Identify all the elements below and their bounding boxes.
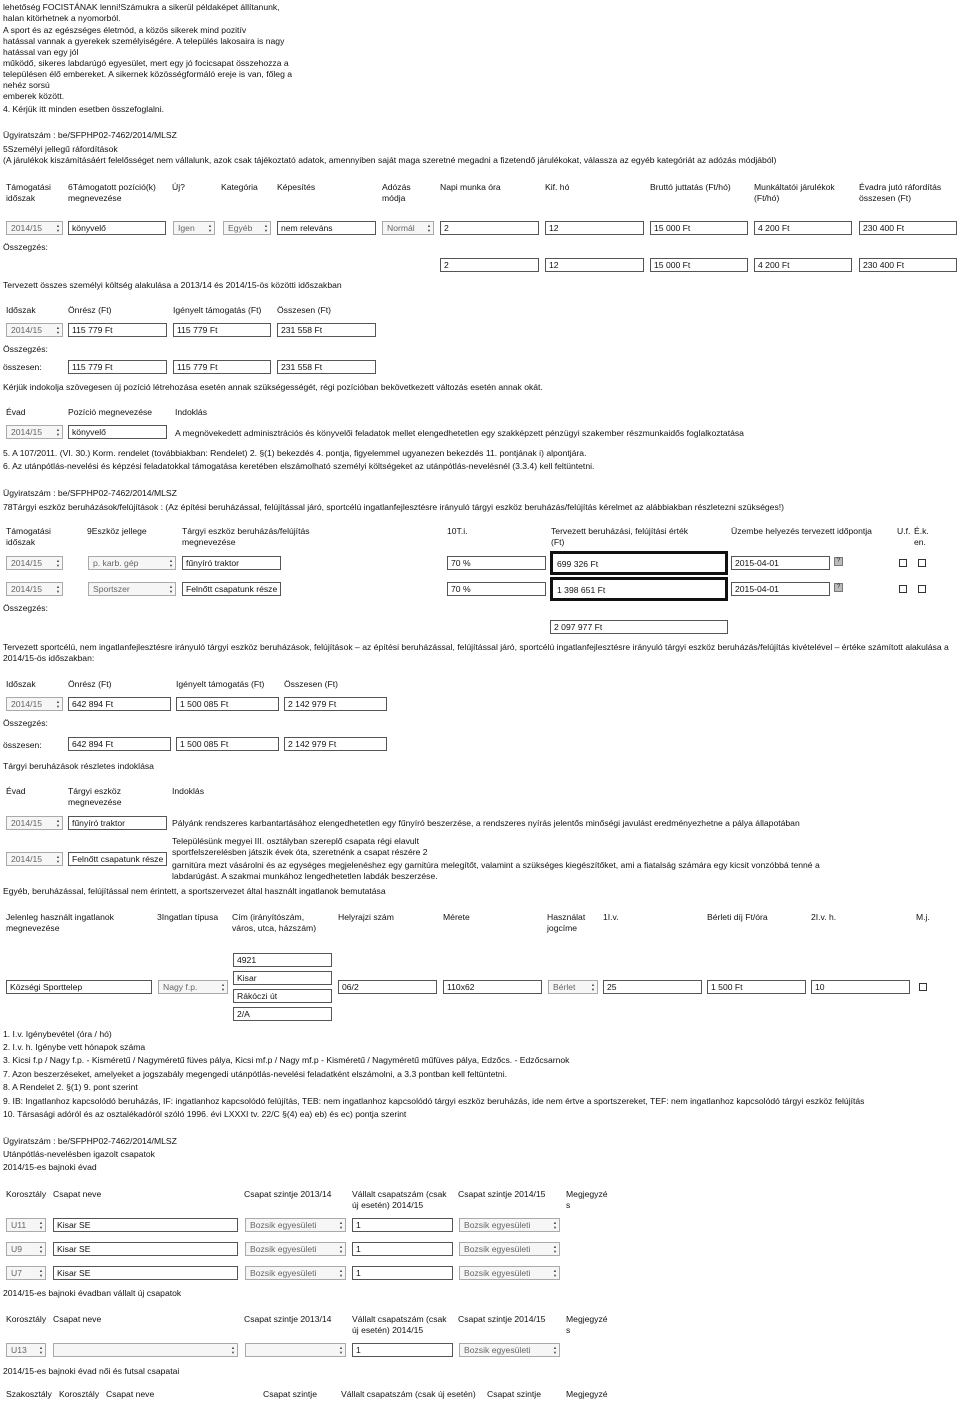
- col-header: Pozíció megnevezése: [68, 407, 153, 417]
- total-label: összesen:: [3, 362, 42, 372]
- city-input[interactable]: Kisar: [233, 971, 332, 985]
- grand-total: 231 558 Ft: [277, 360, 376, 374]
- col-header: Csapat neve: [53, 1189, 102, 1199]
- grand-total: 2 142 979 Ft: [284, 737, 387, 751]
- col-header: Csapat szintje: [263, 1389, 317, 1399]
- own-total: 642 894 Ft: [68, 737, 171, 751]
- women-teams-title: 2014/15-es bajnoki évad női és futsal csapatai: [3, 1366, 180, 1376]
- col-header: Bérleti díj Ft/óra: [707, 912, 768, 922]
- team-input[interactable]: Kisar SE: [53, 1266, 238, 1280]
- col-header: 3Ingatlan típusa: [157, 912, 219, 922]
- col-header: Megjegyzé s: [566, 1189, 608, 1210]
- col-header: Cím (irányítószám, város, utca, házszám): [232, 912, 317, 933]
- col-header: Csapat szintje 2013/14: [244, 1314, 332, 1324]
- footnote: 10. Társasági adóról és az osztalékadóról szóló 1996. évi LXXXI tv. 22/C §(4) ea) eb) és ec) pontja szerint: [3, 1109, 407, 1119]
- season-title: 2014/15-es bajnoki évad: [3, 1162, 97, 1172]
- col-header: U.f.: [897, 526, 911, 536]
- col-header: Üzembe helyezés tervezett időpontja: [731, 526, 872, 536]
- col-header: Csapat szintje 2014/15: [458, 1189, 546, 1199]
- section-title: 5Személyi jellegű ráfordítások: [3, 144, 118, 154]
- col-header: Vállalt csapatszám (csak új esetén) 2014/15: [352, 1189, 447, 1210]
- period-select[interactable]: 2014/15 ▲ ▼: [6, 221, 63, 235]
- facility-name-input[interactable]: Községi Sporttelep: [6, 980, 152, 994]
- footnote: 3. Kicsi f.p / Nagy f.p. - Kisméretű / Nagyméretű füves pálya, Kicsi mf.p / Nagy mf.p - Kisméretű / Nagyméretű műfüves pálya, Edzőcs. - Edzőcsarnok: [3, 1055, 570, 1065]
- asset-name-input[interactable]: fűnyíró traktor: [68, 816, 167, 830]
- age-select[interactable]: U11 ▲ ▼: [6, 1218, 46, 1232]
- col-header: Mérete: [443, 912, 470, 922]
- col-header: Támogatási időszak: [6, 526, 51, 547]
- section-title: Utánpótlás-nevelésben igazolt csapatok: [3, 1149, 155, 1159]
- planned-title: Tervezett sportcélú, nem ingatlanfejlesztésre irányuló tárgyi eszköz beruházások, felújítások – az építési beruházással, felújítással járó, sportcélú ingatlanfejlesztésre irányuló tárgyi eszköz beruházás/felújítás kivételével – értéke számított alakulása a 2014/15-ös időszakban:: [3, 642, 949, 663]
- own-input[interactable]: 642 894 Ft: [68, 697, 171, 711]
- zip-input[interactable]: 4921: [233, 953, 332, 967]
- reason-text: A megnövekedett adminisztrációs és könyvelői feladatok mellet elengedhetetlen egy szakképzett pénzügyi szakember részmunkaidős foglalkoztatása: [175, 428, 744, 438]
- case-number: Ügyiratszám : be/SFPHP02-7462/2014/MLSZ: [3, 488, 177, 498]
- level-select[interactable]: Bozsik egyesületi ▲ ▼: [245, 1218, 346, 1232]
- period-select[interactable]: 2014/15 ▲ ▼: [6, 323, 63, 337]
- section-title: 78Tárgyi eszköz beruházások/felújítások : (Az építési beruházással, felújítással járó, sportcélú ingatlanfejlesztésre irányuló tárgyi eszköz beruházás/felújítás kérelmet az alábbiakban részletezni szükséges!): [3, 502, 784, 512]
- section-note: (A járulékok kiszámításáért felelősséget nem vállalunk, azok csak tájékoztató adatok, amennyiben saját maga szeretné megadni a fizetendő járulékokat, válassza az egyéb kategóriát az adózás módjából): [3, 155, 777, 165]
- footnote: 9. IB: Ingatlanhoz kapcsolódó beruházás, IF: ingatlanhoz kapcsolódó felújítás, TEB: nem ingatlanhoz kapcsolódó tárgyi eszköz beruházás, ide nem értve a sportszereket, TEF: nem ingatlanhoz kapcsolódó tárgyi eszköz felújítás: [3, 1096, 865, 1106]
- team-select[interactable]: [53, 1343, 238, 1357]
- period-select[interactable]: 2014/15 ▲ ▼: [6, 582, 63, 596]
- intro-line: hatással van egy jól: [3, 47, 79, 57]
- intro-line: halan kitörhetnek a nyomorból.: [3, 13, 121, 23]
- col-header: 9Eszköz jellege: [87, 526, 147, 536]
- col-header: Igényelt támogatás (Ft): [176, 679, 265, 689]
- tax-select[interactable]: Normál ▲ ▼: [382, 221, 434, 235]
- col-header: Helyrajzi szám: [338, 912, 394, 922]
- col-header: Igényelt támogatás (Ft): [173, 305, 262, 315]
- footnote: 2. I.v. h. Igénybe vett hónapok száma: [3, 1042, 146, 1052]
- number-input[interactable]: 2/A: [233, 1007, 332, 1021]
- reason-line: Településünk megyei III. osztályban szereplő csapata régi elavult: [172, 836, 419, 846]
- mj-checkbox[interactable]: [919, 983, 927, 991]
- intro-line: településen élő embereket. A sikernek közösségformáló ereje is van, főleg a: [3, 69, 293, 79]
- summary-label: Összegzés:: [3, 242, 48, 252]
- col-header: Kategória: [221, 182, 258, 192]
- season-select[interactable]: 2014/15 ▲ ▼: [6, 852, 63, 866]
- col-header: Csapat szintje 2013/14: [244, 1189, 332, 1199]
- col-header: Összesen (Ft): [277, 305, 331, 315]
- col-header: Adózás módja: [382, 182, 411, 203]
- col-header: Képesítés: [277, 182, 316, 192]
- footnote: 7. Azon beszerzéseket, amelyeket a jogszabály megengedi utánpótlás-nevelési feladatként elszámolni, a 3.3 pontban kell feltüntetni.: [3, 1069, 508, 1079]
- commit-input[interactable]: 1: [352, 1266, 453, 1280]
- col-header: Időszak: [6, 305, 36, 315]
- col-header: Kif. hó: [545, 182, 570, 192]
- age-select[interactable]: U9 ▲ ▼: [6, 1242, 46, 1256]
- name-input[interactable]: Felnőtt csapatunk része: [182, 582, 281, 596]
- help-icon[interactable]: ?: [834, 583, 843, 592]
- planned-input[interactable]: 699 326 Ft: [550, 551, 728, 575]
- col-header: Megjegyzé: [566, 1389, 608, 1399]
- asset-name-input[interactable]: Felnőtt csapatunk része: [68, 852, 167, 866]
- iv-input[interactable]: 25: [603, 980, 702, 994]
- col-header: Korosztály: [6, 1314, 47, 1324]
- tti-input[interactable]: 70 %: [447, 556, 546, 570]
- hours-input[interactable]: 2: [440, 221, 539, 235]
- total-label: összesen:: [3, 740, 42, 750]
- col-header: Vállalt csapatszám (csak új esetén): [341, 1389, 476, 1399]
- team-input[interactable]: Kisar SE: [53, 1218, 238, 1232]
- qualification-input[interactable]: nem releváns: [277, 221, 376, 235]
- reason-line: sportfelszerelésben játszik évek óta, szeretnénk a csapat részére 2: [172, 847, 428, 857]
- intro-line: lehetőség FOCISTÁNAK lenni!Számukra a sikerül példaképet állítanunk,: [3, 2, 280, 12]
- col-header: Támogatási időszak: [6, 182, 51, 203]
- season-select[interactable]: 2014/15 ▲ ▼: [6, 816, 63, 830]
- own-total: 115 779 Ft: [68, 360, 167, 374]
- col-header: Időszak: [6, 679, 36, 689]
- new-select[interactable]: Igen ▲ ▼: [173, 221, 215, 235]
- months-input[interactable]: 12: [545, 221, 644, 235]
- facility-type-select[interactable]: Nagy f.p. ▲ ▼: [158, 980, 228, 994]
- team-input[interactable]: Kisar SE: [53, 1242, 238, 1256]
- gross-input[interactable]: 15 000 Ft: [650, 221, 748, 235]
- case-number: Ügyiratszám : be/SFPHP02-7462/2014/MLSZ: [3, 130, 177, 140]
- footnote: 5. A 107/2011. (VI. 30.) Korm. rendelet (továbbiakban: Rendelet) 2. §(1) bekezdés 4. pontja, figyelemmel ugyanezen bekezdés 11. pontjának i) alpontjára.: [3, 448, 587, 458]
- planned-title: Tervezett összes személyi költség alakulása a 2013/14 és 2014/15-ös közötti időszakban: [3, 280, 342, 290]
- col-header: Megjegyzé s: [566, 1314, 608, 1335]
- requested-input[interactable]: 1 500 085 Ft: [176, 697, 279, 711]
- reason-line: garnitúra mezt vásárolni és az egységes megjelenéshez egy garnitúra melegítőt, valamint a szükséges kiegészítőket, ami a fiatalság számára egy kicsit vonzóbbá tenné a: [172, 860, 820, 870]
- col-header: Csapat szintje: [487, 1389, 541, 1399]
- intro-line: A sport és az egészséges életmód, a közös sikerek mind pozitív: [3, 25, 247, 35]
- col-header: Munkáltatói járulékok (Ft/hó): [754, 182, 835, 203]
- col-header: Évad: [6, 786, 26, 796]
- intro-line: nehéz sorsú: [3, 80, 50, 90]
- col-header: Indoklás: [175, 407, 208, 417]
- level-select[interactable]: [245, 1343, 346, 1357]
- col-header: Önrész (Ft): [68, 305, 112, 315]
- col-header: Csapat neve: [106, 1389, 155, 1399]
- justify-prompt: Kérjük indokolja szövegesen új pozíció létrehozása esetén annak szükségességét, régi pozícióban bekövetkezett változás esetén annak okát.: [3, 382, 543, 392]
- col-header: Összesen (Ft): [284, 679, 338, 689]
- name-input[interactable]: fűnyíró traktor: [182, 556, 281, 570]
- intro-line: emberek között.: [3, 91, 65, 101]
- ivh-input[interactable]: 10: [811, 980, 910, 994]
- date-input[interactable]: 2015-04-01: [731, 556, 830, 570]
- commit-input[interactable]: 1: [352, 1218, 453, 1232]
- col-header: Napi munka óra: [440, 182, 501, 192]
- age-select[interactable]: U7 ▲ ▼: [6, 1266, 46, 1280]
- col-header: Évadra jutó ráfordítás összesen (Ft): [859, 182, 942, 203]
- details-title: Tárgyi beruházások részletes indoklása: [3, 761, 154, 771]
- total-input[interactable]: 231 558 Ft: [277, 323, 376, 337]
- age-select[interactable]: U13 ▲ ▼: [6, 1343, 46, 1357]
- usage-select[interactable]: Bérlet ▲ ▼: [548, 980, 598, 994]
- total-input[interactable]: 2 142 979 Ft: [284, 697, 387, 711]
- planned-input[interactable]: 1 398 651 Ft: [550, 577, 728, 601]
- col-header: Szakosztály: [6, 1389, 52, 1399]
- col-header: Tervezett beruházási, felújítási érték (Ft): [551, 526, 689, 547]
- level-select[interactable]: Bozsik egyesületi ▲ ▼: [459, 1218, 560, 1232]
- category-select[interactable]: Egyéb ▲ ▼: [223, 221, 271, 235]
- position-input[interactable]: könyvelő: [68, 221, 166, 235]
- col-header: 10T.i.: [447, 526, 468, 536]
- type-select[interactable]: p. karb. gép ▲ ▼: [88, 556, 176, 570]
- col-header: Csapat neve: [53, 1314, 102, 1324]
- col-header: Korosztály: [59, 1389, 100, 1399]
- planned-total: 2 097 977 Ft: [550, 620, 728, 634]
- facilities-title: Egyéb, beruházással, felújítással nem érintett, a sportszervezet által használt ingatlanok bemutatása: [3, 886, 386, 896]
- commit-input[interactable]: 1: [352, 1242, 453, 1256]
- commit-input[interactable]: 1: [352, 1343, 453, 1357]
- rent-input[interactable]: 1 500 Ft: [707, 980, 806, 994]
- ek-checkbox[interactable]: [918, 585, 926, 593]
- requested-total: 1 500 085 Ft: [176, 737, 279, 751]
- level-select[interactable]: Bozsik egyesületi ▲ ▼: [459, 1266, 560, 1280]
- col-header: Évad: [6, 407, 26, 417]
- street-input[interactable]: Rákóczi út: [233, 989, 332, 1003]
- footnote: 1. I.v. Igénybevétel (óra / hó): [3, 1029, 112, 1039]
- reason-line: labdarúgást. A szakmai munkához lengedhetetlen labdák beszerzése.: [172, 871, 438, 881]
- level-select[interactable]: Bozsik egyesületi ▲ ▼: [459, 1343, 560, 1357]
- col-header: M.j.: [916, 912, 930, 922]
- position-input[interactable]: könyvelő: [68, 425, 167, 439]
- summary-label: Összegzés:: [3, 718, 48, 728]
- requested-total: 115 779 Ft: [173, 360, 271, 374]
- gross-total: 15 000 Ft: [650, 258, 748, 272]
- tti-input[interactable]: 70 %: [447, 582, 546, 596]
- col-header: 2I.v. h.: [811, 912, 837, 922]
- col-header: É.k. en.: [914, 526, 929, 547]
- hours-total: 2: [440, 258, 539, 272]
- period-select[interactable]: 2014/15 ▲ ▼: [6, 556, 63, 570]
- col-header: Bruttó juttatás (Ft/hó): [650, 182, 731, 192]
- new-teams-title: 2014/15-es bajnoki évadban vállalt új csapatok: [3, 1288, 182, 1298]
- type-select[interactable]: Sportszer ▲ ▼: [88, 582, 176, 596]
- col-header: 1I.v.: [603, 912, 619, 922]
- summary-label: Összegzés:: [3, 603, 48, 613]
- own-input[interactable]: 115 779 Ft: [68, 323, 167, 337]
- col-header: Indoklás: [172, 786, 205, 796]
- level-select[interactable]: Bozsik egyesületi ▲ ▼: [245, 1242, 346, 1256]
- size-input[interactable]: 110x62: [443, 980, 542, 994]
- reason-text: Pályánk rendszeres karbantartásához elengedhetetlen egy fűnyíró beszerzése, a rendszeres nyírás jelentős minőségi javulást eredményezhetne a pálya állapotában: [172, 818, 800, 828]
- period-select[interactable]: 2014/15 ▲ ▼: [6, 697, 63, 711]
- footnote: 6. Az utánpótlás-nevelési és képzési feladatokkal támogatása keretében elszámolható személyi költségeket az utánpótlás-nevelésnél (3.3.4) kell feltüntetni.: [3, 461, 595, 471]
- season-select[interactable]: 2014/15 ▲ ▼: [6, 425, 63, 439]
- help-icon[interactable]: ?: [834, 557, 843, 566]
- employer-total: 4 200 Ft: [754, 258, 852, 272]
- uf-checkbox[interactable]: [899, 585, 907, 593]
- level-select[interactable]: Bozsik egyesületi ▲ ▼: [245, 1266, 346, 1280]
- col-header: Új?: [172, 182, 185, 192]
- col-header: Korosztály: [6, 1189, 47, 1199]
- uf-checkbox[interactable]: [899, 559, 907, 567]
- months-total: 12: [545, 258, 644, 272]
- col-header: Önrész (Ft): [68, 679, 112, 689]
- level-select[interactable]: Bozsik egyesületi ▲ ▼: [459, 1242, 560, 1256]
- requested-input[interactable]: 115 779 Ft: [173, 323, 271, 337]
- hrsz-input[interactable]: 06/2: [338, 980, 437, 994]
- date-input[interactable]: 2015-04-01: [731, 582, 830, 596]
- employer-input[interactable]: 4 200 Ft: [754, 221, 852, 235]
- intro-line: 4. Kérjük itt minden esetben összefoglalni.: [3, 104, 164, 114]
- case-number: Ügyiratszám : be/SFPHP02-7462/2014/MLSZ: [3, 1136, 177, 1146]
- col-header: 6Támogatott pozíció(k) megnevezése: [68, 182, 156, 203]
- intro-line: hatással vannak a gyerekek személyiségére. A település lakosaira is nagy: [3, 36, 285, 46]
- ek-checkbox[interactable]: [918, 559, 926, 567]
- footnote: 8. A Rendelet 2. §(1) 9. pont szerint: [3, 1082, 138, 1092]
- col-header: Jelenleg használt ingatlanok megnevezése: [6, 912, 114, 933]
- col-header: Használat jogcíme: [547, 912, 586, 933]
- col-header: Csapat szintje 2014/15: [458, 1314, 546, 1324]
- annual-input[interactable]: 230 400 Ft: [859, 221, 957, 235]
- col-header: Tárgyi eszköz megnevezése: [68, 786, 122, 807]
- col-header: Vállalt csapatszám (csak új esetén) 2014/15: [352, 1314, 447, 1335]
- summary-label: Összegzés:: [3, 344, 48, 354]
- intro-line: működő, sikeres labdarúgó egyesület, mert egy jó focicsapat összehozza a: [3, 58, 289, 68]
- annual-total: 230 400 Ft: [859, 258, 957, 272]
- col-header: Tárgyi eszköz beruházás/felújítás megnevezése: [182, 526, 310, 547]
